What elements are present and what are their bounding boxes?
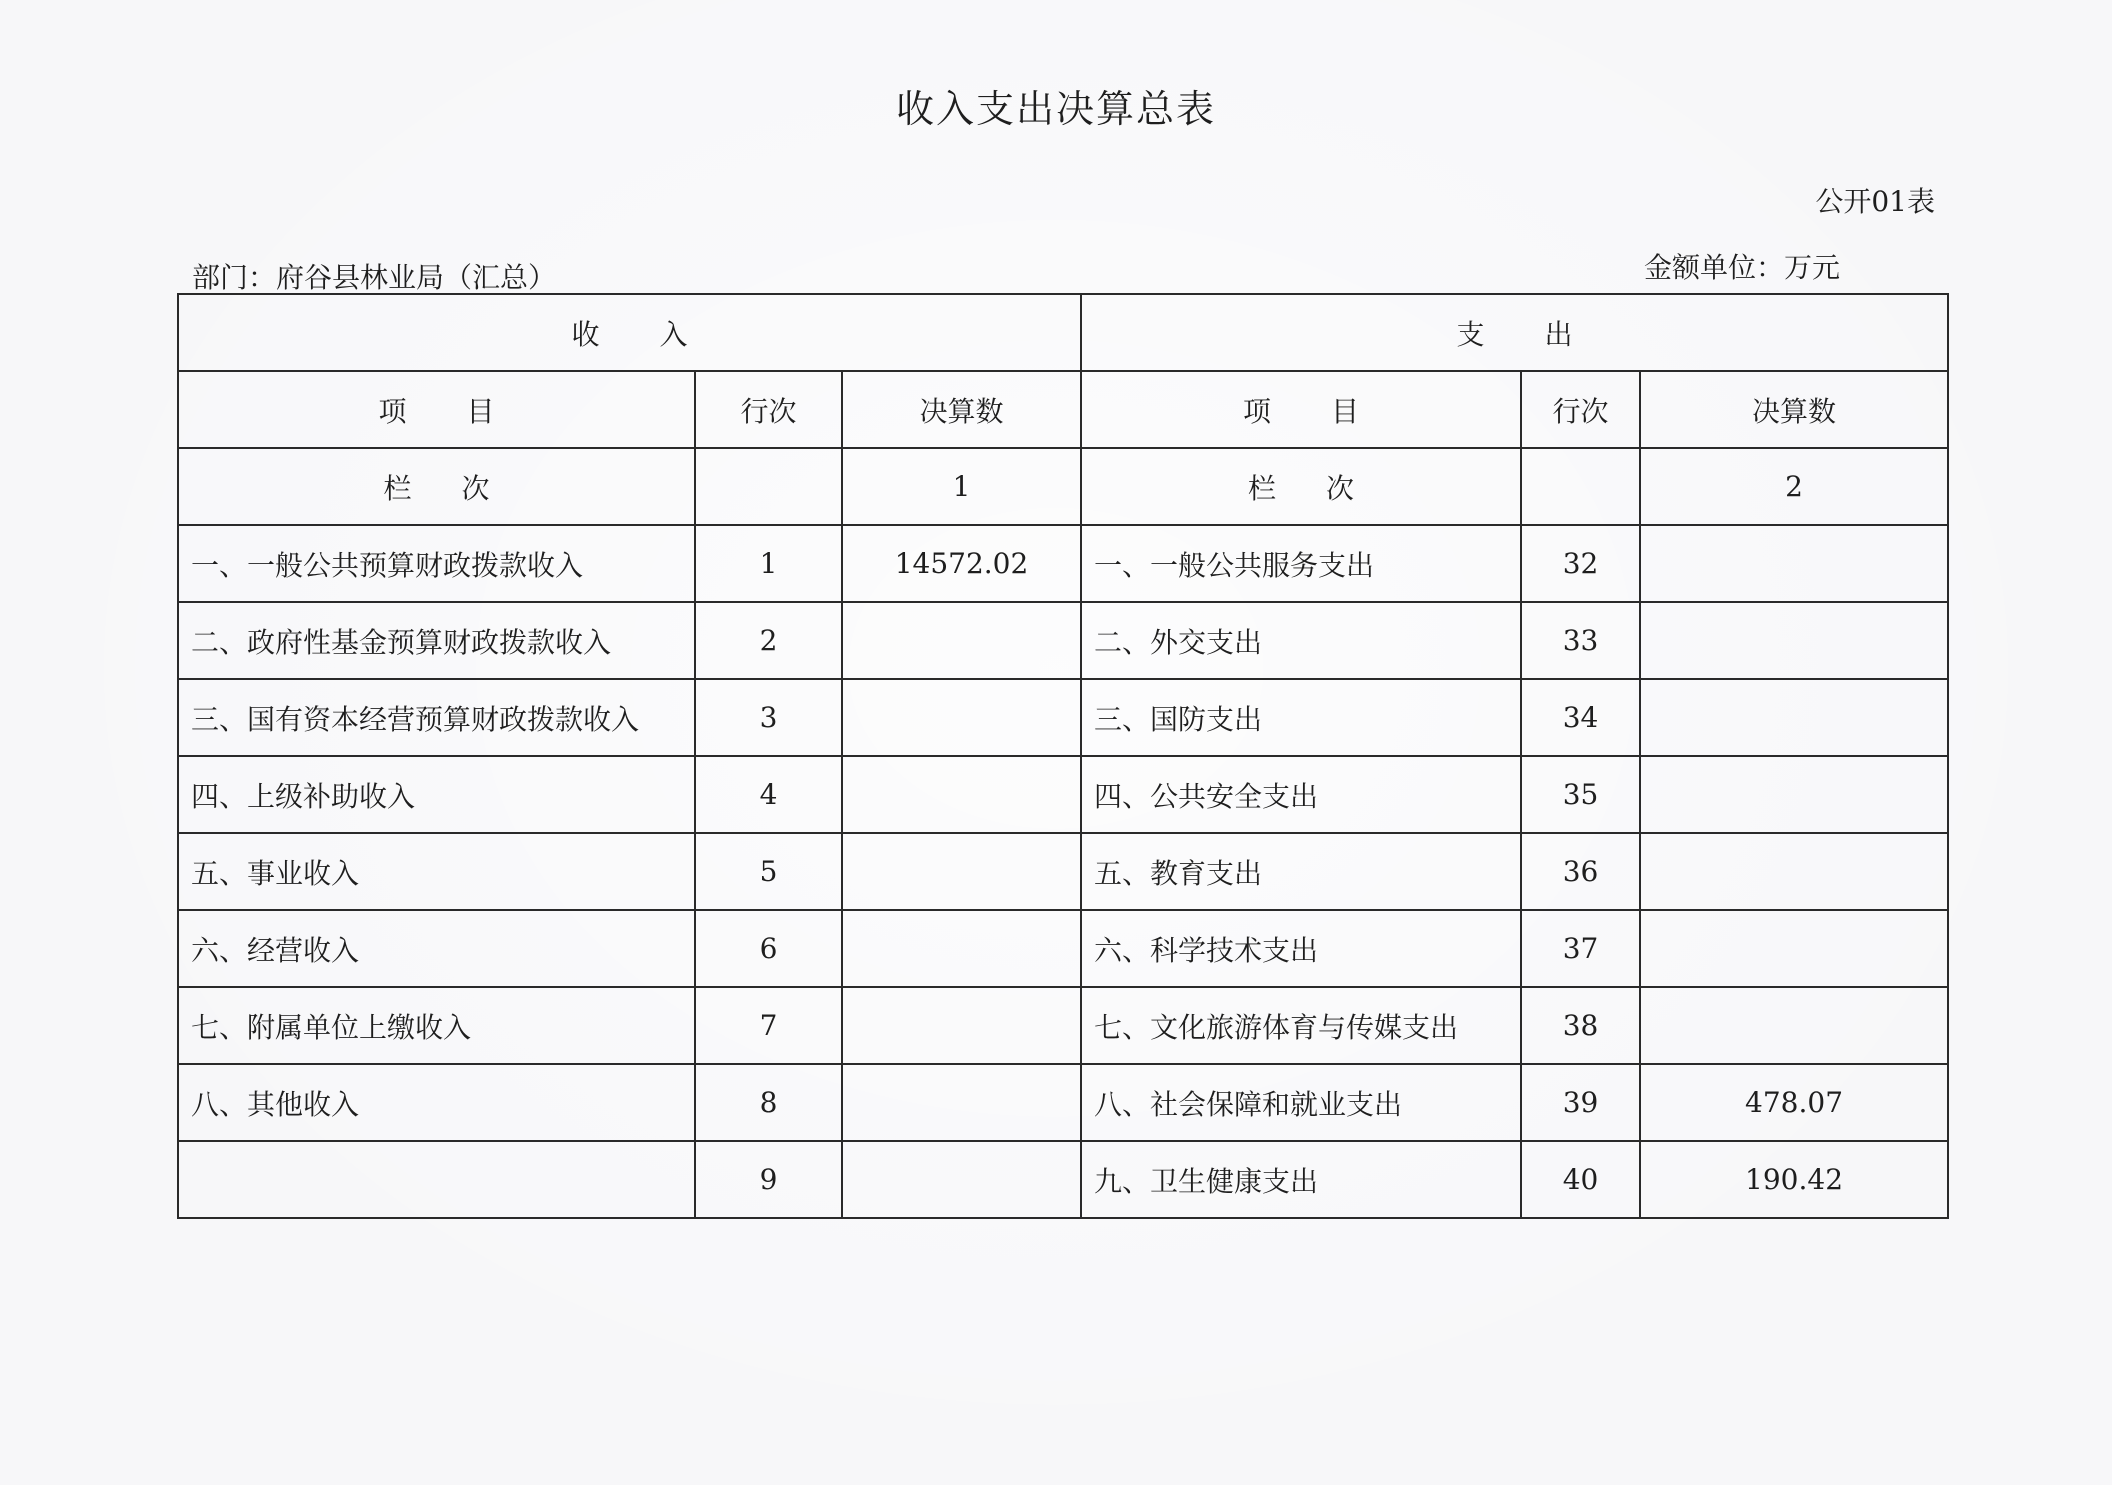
expense-item-cell: 一、一般公共服务支出 — [1081, 525, 1521, 602]
table-row — [178, 1064, 1948, 1141]
income-amount-header: 决算数 — [842, 371, 1081, 448]
income-item-header: 项目 — [178, 371, 695, 448]
income-amount-cell — [842, 679, 1081, 756]
expense-item-cell: 二、外交支出 — [1081, 602, 1521, 679]
expense-item-cell: 四、公共安全支出 — [1081, 756, 1521, 833]
income-column-empty — [695, 448, 842, 525]
income-row-no-cell: 1 — [695, 525, 842, 602]
income-item-cell: 一、一般公共预算财政拨款收入 — [178, 525, 695, 602]
income-row-no-cell: 8 — [695, 1064, 842, 1141]
expense-amount-cell — [1640, 756, 1948, 833]
income-section-header: 收入 — [178, 294, 1081, 371]
table-row — [178, 910, 1948, 987]
expense-amount-cell: 478.07 — [1640, 1064, 1948, 1141]
expense-amount-cell — [1640, 602, 1948, 679]
income-row-no-cell: 7 — [695, 987, 842, 1064]
expense-item-header: 项目 — [1081, 371, 1521, 448]
income-item-cell: 六、经营收入 — [178, 910, 695, 987]
expense-row-no-cell: 36 — [1521, 833, 1640, 910]
column-number-row — [178, 448, 1948, 525]
income-amount-cell — [842, 1064, 1081, 1141]
amount-unit-label: 金额单位：万元 — [1643, 251, 1840, 284]
expense-amount-header: 决算数 — [1640, 371, 1948, 448]
table-row — [178, 602, 1948, 679]
page-title: 收入支出决算总表 — [895, 87, 1216, 131]
expense-column-label: 栏次 — [1081, 448, 1521, 525]
income-item-cell: 三、国有资本经营预算财政拨款收入 — [178, 679, 695, 756]
expense-amount-cell — [1640, 833, 1948, 910]
table-row — [178, 1141, 1948, 1218]
expense-amount-cell — [1640, 987, 1948, 1064]
income-column-label: 栏次 — [178, 448, 695, 525]
income-amount-cell — [842, 833, 1081, 910]
expense-item-cell: 五、教育支出 — [1081, 833, 1521, 910]
expense-row-no-header: 行次 — [1521, 371, 1640, 448]
income-item-cell: 五、事业收入 — [178, 833, 695, 910]
income-row-no-cell: 6 — [695, 910, 842, 987]
expense-item-cell: 八、社会保障和就业支出 — [1081, 1064, 1521, 1141]
income-amount-cell: 14572.02 — [842, 525, 1081, 602]
section-header-row — [178, 294, 1948, 371]
table-row — [178, 987, 1948, 1064]
income-column-number: 1 — [842, 448, 1081, 525]
income-row-no-header: 行次 — [695, 371, 842, 448]
income-amount-cell — [842, 1141, 1081, 1218]
expense-row-no-cell: 38 — [1521, 987, 1640, 1064]
income-amount-cell — [842, 987, 1081, 1064]
expense-amount-cell — [1640, 679, 1948, 756]
income-row-no-cell: 3 — [695, 679, 842, 756]
expense-column-number: 2 — [1640, 448, 1948, 525]
income-item-cell: 二、政府性基金预算财政拨款收入 — [178, 602, 695, 679]
expense-item-cell: 六、科学技术支出 — [1081, 910, 1521, 987]
expense-row-no-cell: 34 — [1521, 679, 1640, 756]
table-row — [178, 525, 1948, 602]
expense-row-no-cell: 40 — [1521, 1141, 1640, 1218]
expense-column-empty — [1521, 448, 1640, 525]
income-amount-cell — [842, 756, 1081, 833]
income-row-no-cell: 4 — [695, 756, 842, 833]
column-header-row — [178, 371, 1948, 448]
expense-item-cell: 七、文化旅游体育与传媒支出 — [1081, 987, 1521, 1064]
income-item-cell: 八、其他收入 — [178, 1064, 695, 1141]
form-number: 公开01表 — [1815, 185, 1935, 218]
income-row-no-cell: 5 — [695, 833, 842, 910]
income-row-no-cell: 9 — [695, 1141, 842, 1218]
table-row — [178, 756, 1948, 833]
expense-row-no-cell: 32 — [1521, 525, 1640, 602]
expense-row-no-cell: 39 — [1521, 1064, 1640, 1141]
expense-row-no-cell: 33 — [1521, 602, 1640, 679]
expense-item-cell: 三、国防支出 — [1081, 679, 1521, 756]
table-row — [178, 679, 1948, 756]
department-label: 部门：府谷县林业局（汇总） — [192, 261, 557, 294]
income-amount-cell — [842, 910, 1081, 987]
expense-item-cell: 九、卫生健康支出 — [1081, 1141, 1521, 1218]
expense-row-no-cell: 37 — [1521, 910, 1640, 987]
expense-row-no-cell: 35 — [1521, 756, 1640, 833]
income-item-cell — [178, 1141, 695, 1218]
table-row — [178, 833, 1948, 910]
income-item-cell: 四、上级补助收入 — [178, 756, 695, 833]
expense-amount-cell — [1640, 525, 1948, 602]
income-amount-cell — [842, 602, 1081, 679]
income-row-no-cell: 2 — [695, 602, 842, 679]
expense-section-header: 支出 — [1081, 294, 1948, 371]
expense-amount-cell: 190.42 — [1640, 1141, 1948, 1218]
income-expense-table — [177, 293, 1949, 1219]
expense-amount-cell — [1640, 910, 1948, 987]
income-item-cell: 七、附属单位上缴收入 — [178, 987, 695, 1064]
